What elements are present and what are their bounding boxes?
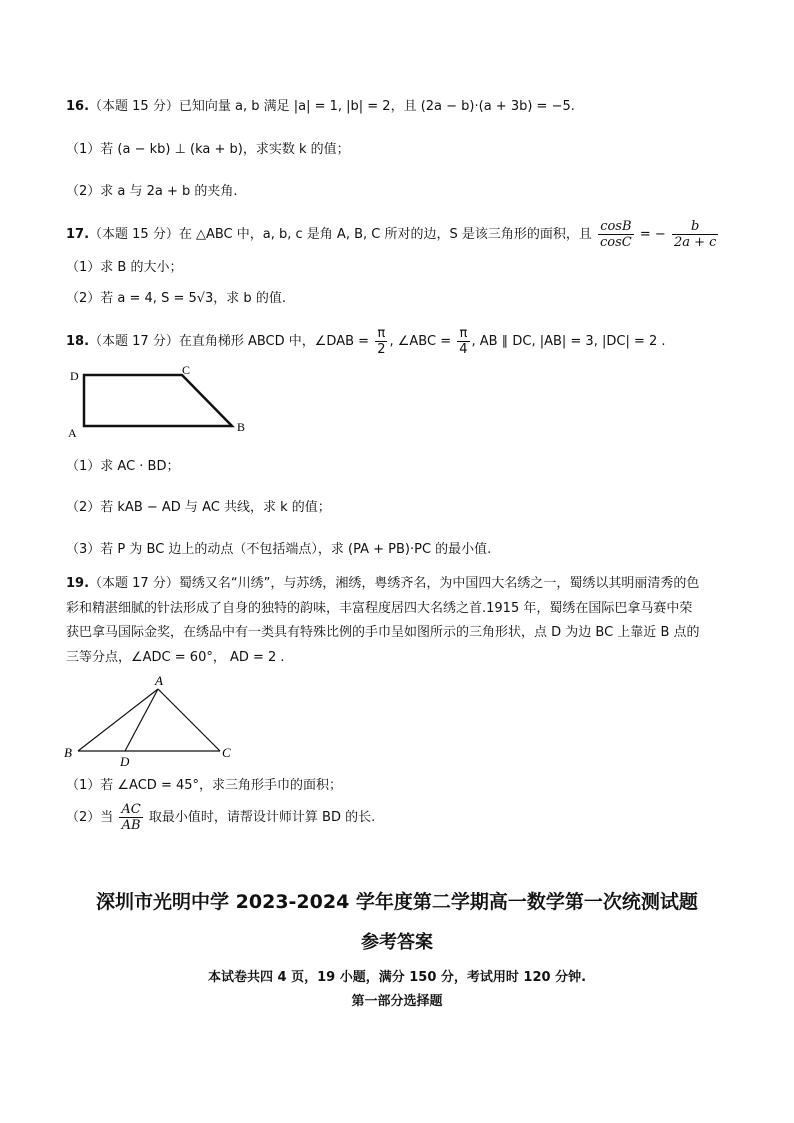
- q17-frac2-den: 2a + c: [673, 235, 717, 250]
- answer-subtitle: 参考答案: [361, 932, 433, 953]
- q18-part2: （2）若 kAB − AD 与 AC 共线，求 k 的值；: [66, 500, 331, 515]
- q19-part2-after: 取最小值时，请帮设计师计算 BD 的长.: [148, 810, 376, 825]
- q17-frac2-num: b: [672, 219, 718, 235]
- q17-stem-text: 在 △ABC 中，a, b, c 是角 A, B, C 所对的边，S 是该三角形的面积，且: [178, 227, 592, 242]
- trapezoid-label-d: D: [70, 369, 79, 383]
- q18-fraction-pi-2: [375, 326, 387, 357]
- q17-part2: （2）若 a = 4, S = 5√3，求 b 的值.: [66, 291, 286, 306]
- q17-stem: [66, 218, 720, 252]
- q19-line2: 彩和精湛细腻的针法形成了自身的独特的韵味，丰富程度居四大名绣之首.1915 年，蜀绣在国际巴拿马赛中荣: [66, 601, 693, 616]
- q16-part1: （1）若 (a − kb) ⊥ (ka + b)，求实数 k 的值；: [66, 142, 350, 157]
- q18-stem-text: 在直角梯形 ABCD 中，∠DAB =: [178, 334, 370, 349]
- q19-fraction: [119, 802, 142, 833]
- trapezoid-label-a: A: [68, 426, 77, 440]
- q19-text1: 蜀绣又名“川绣”，与苏绣，湘绣，粤绣齐名，为中国四大名绣之一，蜀绣以其明丽清秀的色: [178, 576, 700, 591]
- q18-frac2-den: 4: [459, 342, 468, 357]
- q16-part2: （2）求 a 与 2a + b 的夹角.: [66, 184, 238, 199]
- q18-stem-after: , AB ∥ DC, |AB| = 3, |DC| = 2 .: [471, 334, 666, 349]
- triangle-label-a: A: [155, 673, 163, 688]
- q18-frac2-num: π: [457, 326, 469, 342]
- q19-frac-den: AB: [121, 818, 141, 833]
- q19-part1: （1）若 ∠ACD = 45°，求三角形手巾的面积；: [66, 778, 343, 793]
- q17-equals: = −: [639, 227, 666, 242]
- q17-number: 17.: [66, 227, 90, 242]
- q19-line1: [66, 574, 699, 594]
- q18-frac1-den: 2: [377, 342, 386, 357]
- q16-stem: [66, 97, 575, 117]
- q19-line3: 获巴拿马国际金奖，在绣品中有一类具有特殊比例的手巾呈如图所示的三角形状，点 D 为边 BC 上靠近 B 点的: [66, 625, 700, 640]
- triangle-side-ac: [158, 689, 220, 751]
- q19-line4: 三等分点，∠ADC = 60°， AD = 2 .: [66, 650, 285, 665]
- answer-title: 深圳市光明中学 2023-2024 学年度第二学期高一数学第一次统测试题: [96, 891, 698, 913]
- trapezoid-figure: [62, 362, 262, 442]
- triangle-label-c: C: [222, 745, 231, 760]
- q17-part1: （1）求 B 的大小；: [66, 260, 183, 275]
- q18-fraction-pi-4: [457, 326, 469, 357]
- trapezoid-shape: [84, 375, 232, 426]
- q19-points: （本题 17 分）: [89, 576, 179, 591]
- q18-part1: （1）求 AC · BD；: [66, 459, 180, 474]
- triangle-label-b: B: [64, 745, 72, 760]
- q18-number: 18.: [66, 334, 90, 349]
- q17-fraction-cos: [598, 219, 634, 250]
- q19-frac-num: AC: [121, 802, 141, 817]
- q17-fraction-b: [672, 219, 718, 250]
- q17-points: （本题 15 分）: [89, 227, 179, 242]
- q18-points: （本题 17 分）: [89, 334, 179, 349]
- trapezoid-label-b: B: [237, 420, 246, 434]
- q18-part3: （3）若 P 为 BC 边上的动点（不包括端点），求 (PA + PB)·PC 的最小值.: [66, 542, 492, 557]
- triangle-side-ab: [78, 689, 158, 751]
- q18-frac1-num: π: [375, 326, 387, 342]
- triangle-figure: [60, 672, 250, 772]
- q18-mid: , ∠ABC =: [389, 334, 452, 349]
- q19-number: 19.: [66, 576, 90, 591]
- q18-stem: [66, 325, 666, 359]
- q16-stem-text: 已知向量 a, b 满足 |a| = 1, |b| = 2，且 (2a − b)·(a + 3b) = −5.: [178, 99, 575, 114]
- q19-part2: [66, 800, 375, 836]
- q17-frac1-num: cosB: [598, 219, 634, 235]
- answer-info: 本试卷共四 4 页，19 小题，满分 150 分，考试用时 120 分钟.: [207, 970, 587, 985]
- triangle-segment-ad: [125, 689, 158, 751]
- triangle-label-d: D: [120, 754, 130, 769]
- answer-section: 第一部分选择题: [351, 994, 443, 1009]
- q19-part2-before: （2）当: [66, 810, 114, 825]
- q16-number: 16.: [66, 99, 90, 114]
- q17-frac1-den: cosC: [600, 235, 632, 250]
- q16-points: （本题 15 分）: [89, 99, 179, 114]
- trapezoid-label-c: C: [182, 363, 191, 377]
